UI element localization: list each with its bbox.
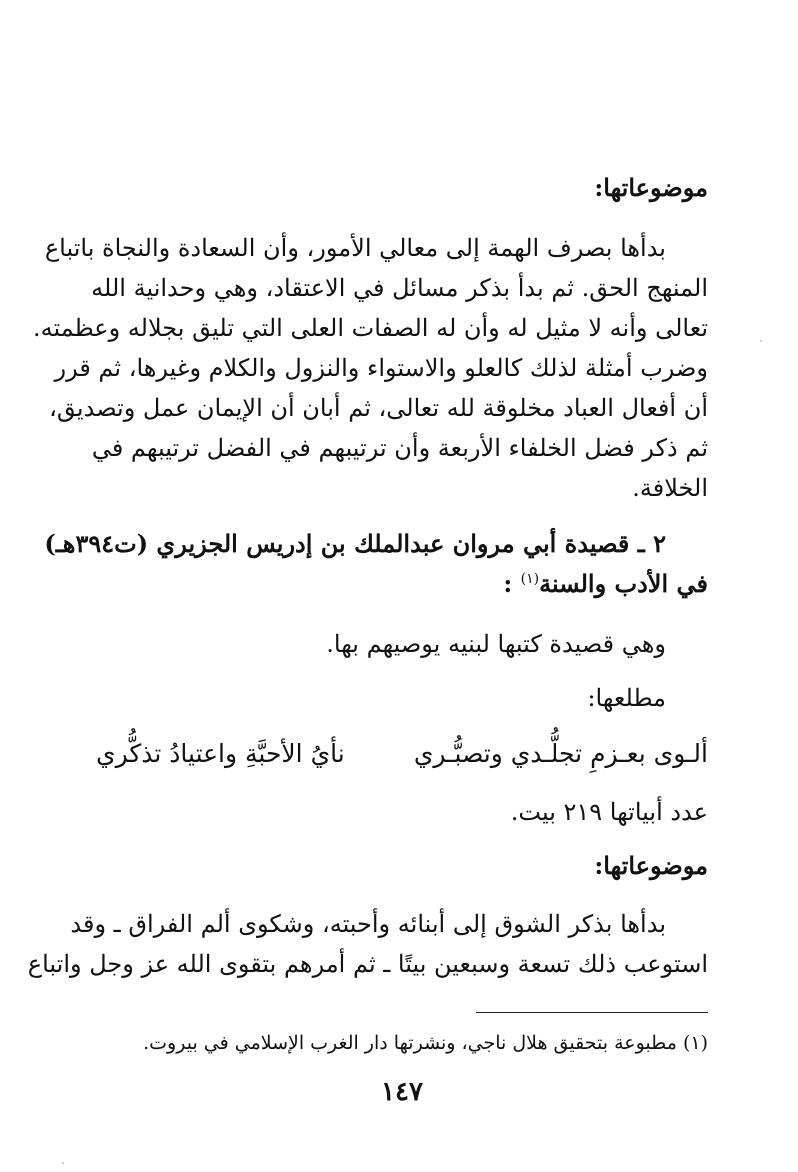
footnote-divider [476,1012,708,1013]
paragraph-2-line-2: استوعب ذلك تسعة وسبعين بيتًا ـ ثم أمرهم بتقوى الله عز وجل واتباع [27,950,708,978]
paragraph-1-line-3: تعالى وأنه لا مثيل له وأن له الصفات العلى التي تليق بجلاله وعظمته. [32,314,708,342]
poem-2-title: ٢ ـ قصيدة أبي مروان عبدالملك بن إدريس الجزيري (ت٣٩٤هـ) [44,529,666,558]
opening-label: مطلعها: [587,684,666,712]
paragraph-2-line-1: بدأها بذكر الشوق إلى أبنائه وأحبته، وشكوى ألم الفراق ـ وقد [70,910,666,938]
poem-2-description: وهي قصيدة كتبها لبنيه يوصيهم بها. [326,630,666,658]
topics-heading-2: موضوعاتها: [594,851,708,880]
verse-first-hemistich: ألـوى بعـزمِ تجلُّـدي وتصبُّـري [413,739,708,768]
poem-2-title-line-2: في الأدب والسنة [539,569,708,598]
footnote-1: (١) مطبوعة بتحقيق هلال ناجي، ونشرتها دار الغرب الإسلامي في بيروت. [143,1032,708,1054]
scan-speck [62,1162,64,1164]
poem-2-title-colon: : [503,569,513,598]
paragraph-1-line-7: الخلافة. [632,474,708,502]
verse-count: عدد أبياتها ٢١٩ بيت. [510,798,708,826]
paragraph-1-line-1: بدأها بصرف الهمة إلى معالي الأمور، وأن السعادة والنجاة باتباع [44,234,666,262]
book-page [27,0,708,1172]
paragraph-1-line-2: المنهج الحق. ثم بدأ بذكر مسائل في الاعتقاد، وهي وحدانية الله [91,274,708,302]
topics-heading-1: موضوعاتها: [594,173,708,202]
scan-speck-2 [760,340,762,342]
verse-second-hemistich: نأيُ الأحبَّةِ واعتيادُ تذكُّري [96,739,345,768]
footnote-ref[interactable]: (١) [520,571,540,587]
paragraph-1-line-4: وضرب أمثلة لذلك كالعلو والاستواء والنزول والكلام وغيرها، ثم قرر [54,354,708,382]
page-number: ١٤٧ [381,1077,423,1107]
paragraph-1-line-6: ثم ذكر فضل الخلفاء الأربعة وأن ترتيبهم في الفضل ترتيبهم في [91,434,708,462]
paragraph-1-line-5: أن أفعال العباد مخلوقة لله تعالى، ثم أبان أن الإيمان عمل وتصديق، [49,394,708,422]
poem-2-title-continued [503,564,708,604]
